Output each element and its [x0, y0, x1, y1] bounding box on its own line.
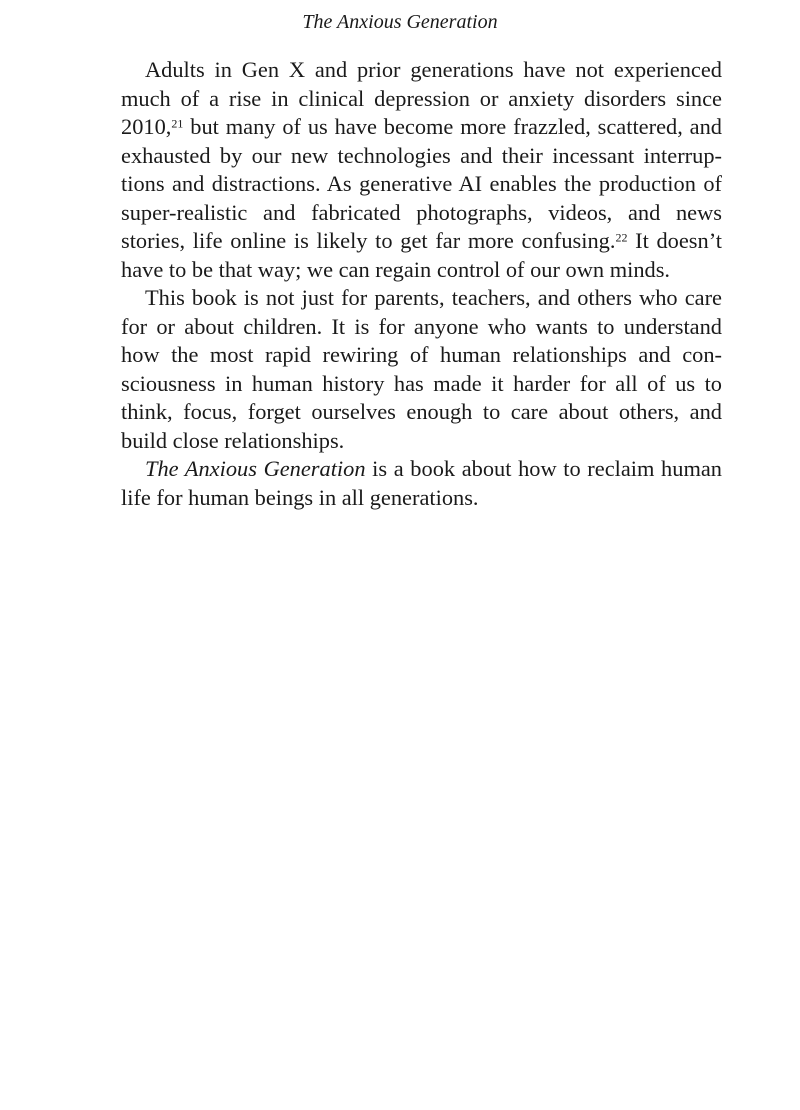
running-header: The Anxious Generation [302, 11, 498, 33]
paragraph-1-text-a: Adults in Gen X and prior generations have not experienced much of a rise in clinical depression or anxiety disorders since 2010, [121, 57, 722, 139]
footnote-ref-21[interactable]: 21 [171, 116, 184, 131]
paragraph-2: This book is not just for parents, teachers, and others who care for or about children. It is for anyone who wants to understand how the most rapid rewiring of human relationships and consciousness in human history has made it harder for all of us to think, focus, forget ourselves enough to care about others, and build close relationships. [121, 285, 722, 453]
body-text [121, 56, 722, 512]
footnote-ref-22[interactable]: 22 [615, 230, 628, 245]
paragraph-1-text-c: It doesn’t have to be that way; we can regain control of our own minds. [121, 228, 722, 282]
paragraph-1-text-b: but many of us have become more frazzled, scattered, and exhausted by our new technologies and their incessant interruptions and distractions. As generative AI enables the production of super-realistic and fabricated photographs, videos, and news stories, life online is likely to get far more confusing. [121, 114, 722, 253]
book-title-reference: The Anxious Generation [145, 456, 366, 481]
paragraph-3 [121, 455, 722, 512]
paragraph-1 [121, 56, 722, 284]
paragraph-3-text: is a book about how to reclaim human life for human beings in all generations. [121, 456, 722, 510]
